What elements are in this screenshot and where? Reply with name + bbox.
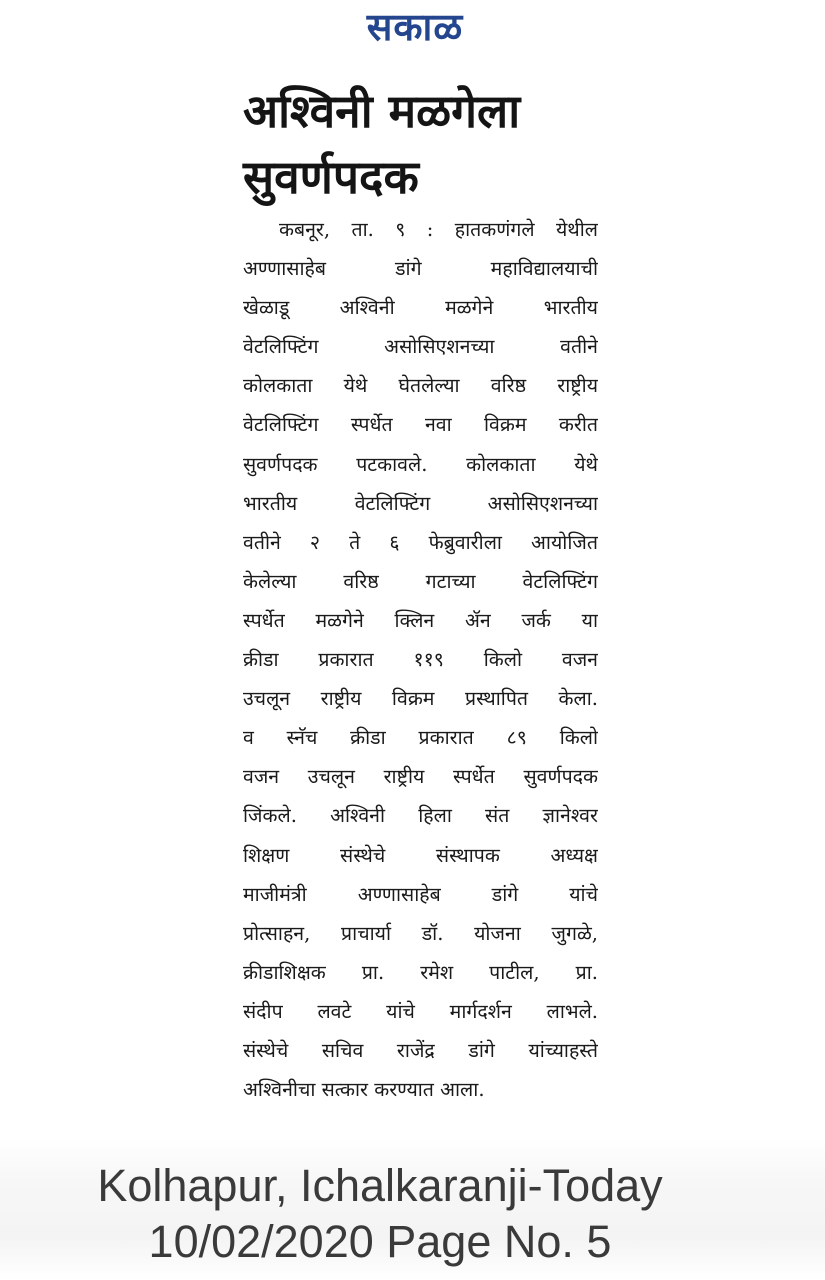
- edition-label: Kolhapur, Ichalkaranji-Today: [97, 1160, 663, 1211]
- article-headline: [243, 78, 603, 210]
- article-line: अश्विनीचा सत्कार करण्यात आला.: [243, 1078, 485, 1102]
- article-line: भारतीय वेटलिफ्टिंग असोसिएशनच्या: [243, 491, 598, 515]
- headline-line-1: अश्विनी मळगेला: [243, 84, 521, 138]
- article-line: क्रीडा प्रकारात ११९ किलो वजन: [243, 648, 598, 672]
- headline-line-2: सुवर्णपदक: [243, 150, 419, 204]
- article-body: [243, 210, 598, 1109]
- article-line: जिंकले. अश्विनी हिला संत ज्ञानेश्वर: [243, 804, 598, 828]
- article-line: सुवर्णपदक पटकावले. कोलकाता येथे: [243, 452, 598, 476]
- article-line: संस्थेचे सचिव राजेंद्र डांगे यांच्याहस्ते: [243, 1038, 598, 1062]
- article-line: माजीमंत्री अण्णासाहेब डांगे यांचे: [243, 882, 598, 906]
- article-line: संदीप लवटे यांचे मार्गदर्शन लाभले.: [243, 999, 598, 1023]
- date-page-label: 10/02/2020 Page No. 5: [148, 1216, 612, 1267]
- article-line: प्रोत्साहन, प्राचार्या डॉ. योजना जुगळे,: [243, 921, 598, 945]
- article-line: व स्नॅच क्रीडा प्रकारात ८९ किलो: [243, 726, 598, 750]
- article-line: वेटलिफ्टिंग स्पर्धेत नवा विक्रम करीत: [243, 413, 598, 437]
- article-line: शिक्षण संस्थेचे संस्थापक अध्यक्ष: [243, 843, 598, 867]
- article-line: क्रीडाशिक्षक प्रा. रमेश पाटील, प्रा.: [243, 960, 598, 984]
- article-line: कबनूर, ता. ९ : हातकणंगले येथील: [279, 218, 598, 241]
- article-line: वेटलिफ्टिंग असोसिएशनच्या वतीने: [243, 335, 598, 359]
- article-line: कोलकाता येथे घेतलेल्या वरिष्ठ राष्ट्रीय: [243, 374, 598, 398]
- article-line: वतीने २ ते ६ फेब्रुवारीला आयोजित: [243, 530, 598, 554]
- article-line: केलेल्या वरिष्ठ गटाच्या वेटलिफ्टिंग: [243, 569, 598, 593]
- newspaper-masthead-logo: सकाळ: [366, 5, 464, 49]
- article-line: स्पर्धेत मळगेने क्लिन ॲन जर्क या: [243, 608, 598, 632]
- article-line: अण्णासाहेब डांगे महाविद्यालयाची: [243, 257, 598, 281]
- article-line: उचलून राष्ट्रीय विक्रम प्रस्थापित केला.: [243, 687, 598, 711]
- article-line: वजन उचलून राष्ट्रीय स्पर्धेत सुवर्णपदक: [243, 765, 598, 789]
- publication-footer: [0, 1158, 760, 1270]
- article-line: खेळाडू अश्विनी मळगेने भारतीय: [243, 296, 598, 320]
